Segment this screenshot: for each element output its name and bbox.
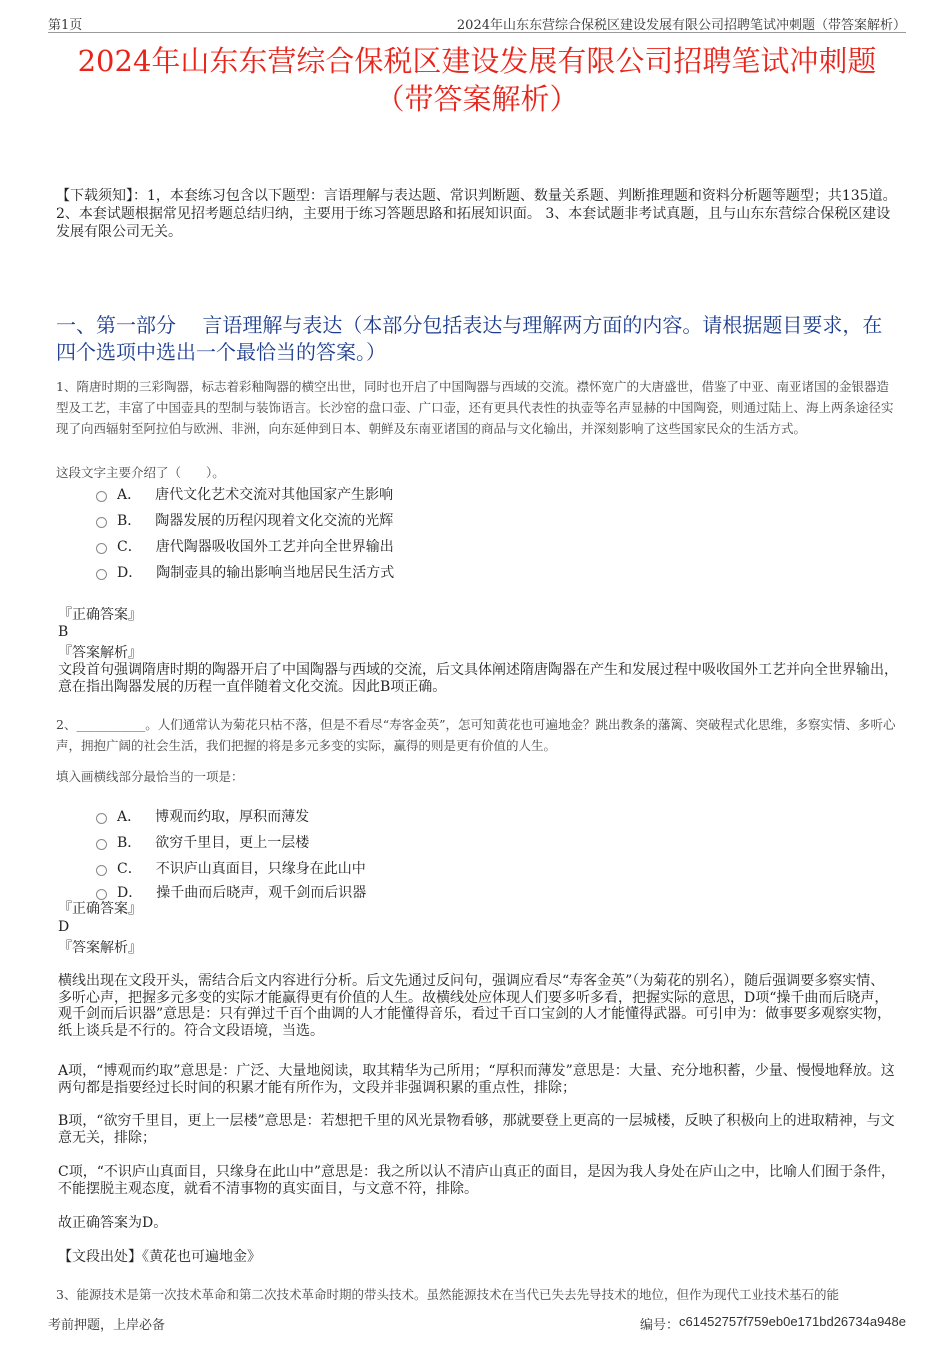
radio-icon[interactable] [96,491,107,502]
header-divider [48,32,906,33]
radio-icon[interactable] [96,865,107,876]
footer-code-value: c61452757f759eb0e171bd26734a948e [678,1314,906,1329]
q1-answer-label: 『正确答案』 [58,607,142,623]
option-letter: B． [117,513,142,529]
q2-option-c[interactable] [96,857,366,879]
section-heading: 一、第一部分 言语理解与表达（本部分包括表达与理解两方面的内容。请根据题目要求，在四个选项中选出一个最恰当的答案。） [56,313,883,364]
page-title-line2: （带答案解析） [375,82,579,116]
q2-answer-label: 『正确答案』 [58,901,142,917]
option-text: 陶制壶具的输出影响当地居民生活方式 [156,565,395,581]
question-2-text: 2、___________。人们通常认为菊花只枯不落，但是不看尽“寿客金英”，怎可知黄花也可遍地金？跳出教条的藩篱、突破程式化思维，多察实情、多听心声，拥抱广阔的社会生活，我们把握的将是多元多变的实际，赢得的则是更有价值的人生。 [56,717,896,753]
q2-option-d[interactable] [96,881,366,903]
option-text: 唐代文化艺术交流对其他国家产生影响 [155,487,394,503]
header-doc-title: 2024年山东东营综合保税区建设发展有限公司招聘笔试冲刺题（带答案解析） [456,18,906,33]
radio-icon[interactable] [96,543,107,554]
q1-analysis: 文段首句强调隋唐时期的陶器开启了中国陶器与西域的交流，后文具体阐述隋唐陶器在产生和发展过程中吸收国外工艺并向全世界输出，意在指出陶器发展的历程一直伴随着文化交流。因此B项正确。 [58,662,898,695]
q1-option-d[interactable] [96,561,394,583]
radio-icon[interactable] [96,517,107,528]
option-letter: D． [117,885,143,901]
option-letter: D． [117,565,143,581]
radio-icon[interactable] [96,889,107,900]
page-title [48,42,906,118]
q2-analysis-para-1: 横线出现在文段开头，需结合后文内容进行分析。后文先通过反问句，强调应看尽“寿客金英”（为菊花的别名），随后强调要多察实情、多听心声，把握多元多变的实际才能赢得更有价值的人生。故横线处应体现人们要多听多看，把握实际的意思，D项“操千曲而后晓声，观千剑而后识器”意思是：只有弹过千百个曲调的人才能懂得音乐，看过千百口宝剑的人才能懂得武器。可引申为：做事要多观察实物，纸上谈兵是不行的。符合文段语境，当选。 [58,973,892,1039]
option-letter: B． [117,835,142,851]
footer-code-label: 编号： [639,1318,679,1333]
radio-icon[interactable] [96,839,107,850]
q2-analysis-label: 『答案解析』 [58,940,142,956]
q2-analysis-para-5: 故正确答案为D。 [58,1215,168,1231]
question-1-prompt: 这段文字主要介绍了（ ）。 [56,465,225,480]
q1-analysis-label: 『答案解析』 [58,645,142,661]
download-notice: 【下载须知】：1，本套练习包含以下题型：言语理解与表达题、常识判断题、数量关系题、判断推理题和资料分析题等题型；共135道。 2、本套试题根据常见招考题总结归纳，主要用于练习答题思路和拓展知识面。 3、本套试题非考试真题，且与山东东营综合保税区建设发展有限公司无关。 [56,188,897,240]
question-1-text: 1、隋唐时期的三彩陶器，标志着彩釉陶器的横空出世，同时也开启了中国陶器与西域的交流。襟怀宽广的大唐盛世，借鉴了中亚、南亚诸国的金银器造型及工艺，丰富了中国壶具的型制与装饰语言。长沙窑的盘口壶、广口壶，还有更具代表性的执壶等名声显赫的中国陶瓷，则通过陆上、海上两条途径实现了向西辐射至阿拉伯与欧洲、非洲，向东延伸到日本、朝鲜及东南亚诸国的商品与文化输出，并深刻影响了这些国家民众的生活方式。 [56,379,894,436]
option-text: 操千曲而后晓声，观千剑而后识器 [156,885,367,901]
question-2-prompt: 填入画横线部分最恰当的一项是： [56,769,244,784]
q1-option-a[interactable] [96,483,393,505]
option-text: 唐代陶器吸收国外工艺并向全世界输出 [155,539,394,555]
q2-option-a[interactable] [96,805,309,827]
option-letter: A． [117,487,142,503]
q1-option-c[interactable] [96,535,394,557]
q2-analysis-para-2: A项，“博观而约取”意思是：广泛、大量地阅读，取其精华为己所用；“厚积而薄发”意思是：大量、充分地积蓄，少量、慢慢地释放。这两句都是指要经过长时间的积累才能有所作为，文段并非强调积累的重点性，排除； [58,1063,895,1096]
option-text: 欲穷千里目，更上一层楼 [155,835,310,851]
option-text: 博观而约取，厚积而薄发 [155,809,310,825]
option-text: 陶器发展的历程闪现着文化交流的光辉 [155,513,394,529]
q2-analysis-para-4: C项，“不识庐山真面目，只缘身在此山中”意思是：我之所以认不清庐山真正的面目，是因为我人身处在庐山之中，比喻人们囿于条件，不能摆脱主观态度，就看不清事物的真实面目，与文意不符，排除。 [58,1164,896,1197]
q1-option-b[interactable] [96,509,393,531]
option-letter: C． [117,861,142,877]
page-title-line1: 2024年山东东营综合保税区建设发展有限公司招聘笔试冲刺题 [77,44,877,78]
radio-icon[interactable] [96,569,107,580]
option-letter: C． [117,539,142,555]
question-3-text: 3、能源技术是第一次技术革命和第二次技术革命时期的带头技术。虽然能源技术在当代已失去先导技术的地位，但作为现代工业技术基石的能 [56,1287,839,1302]
q1-answer: B [58,624,69,640]
header-page-number: 第1页 [48,18,83,33]
q2-analysis-para-3: B项，“欲穷千里目，更上一层楼”意思是：若想把千里的风光景物看够，那就要登上更高的一层城楼，反映了积极向上的进取精神，与文意无关，排除； [58,1113,895,1146]
q2-answer: D [58,919,70,935]
option-text: 不识庐山真面目，只缘身在此山中 [155,861,366,877]
q2-option-b[interactable] [96,831,309,853]
option-letter: A． [117,809,142,825]
footer-code [640,1314,906,1333]
radio-icon[interactable] [96,813,107,824]
q2-source: 【文段出处】《黄花也可遍地金》 [58,1249,261,1265]
footer-slogan: 考前押题，上岸必备 [48,1318,166,1333]
